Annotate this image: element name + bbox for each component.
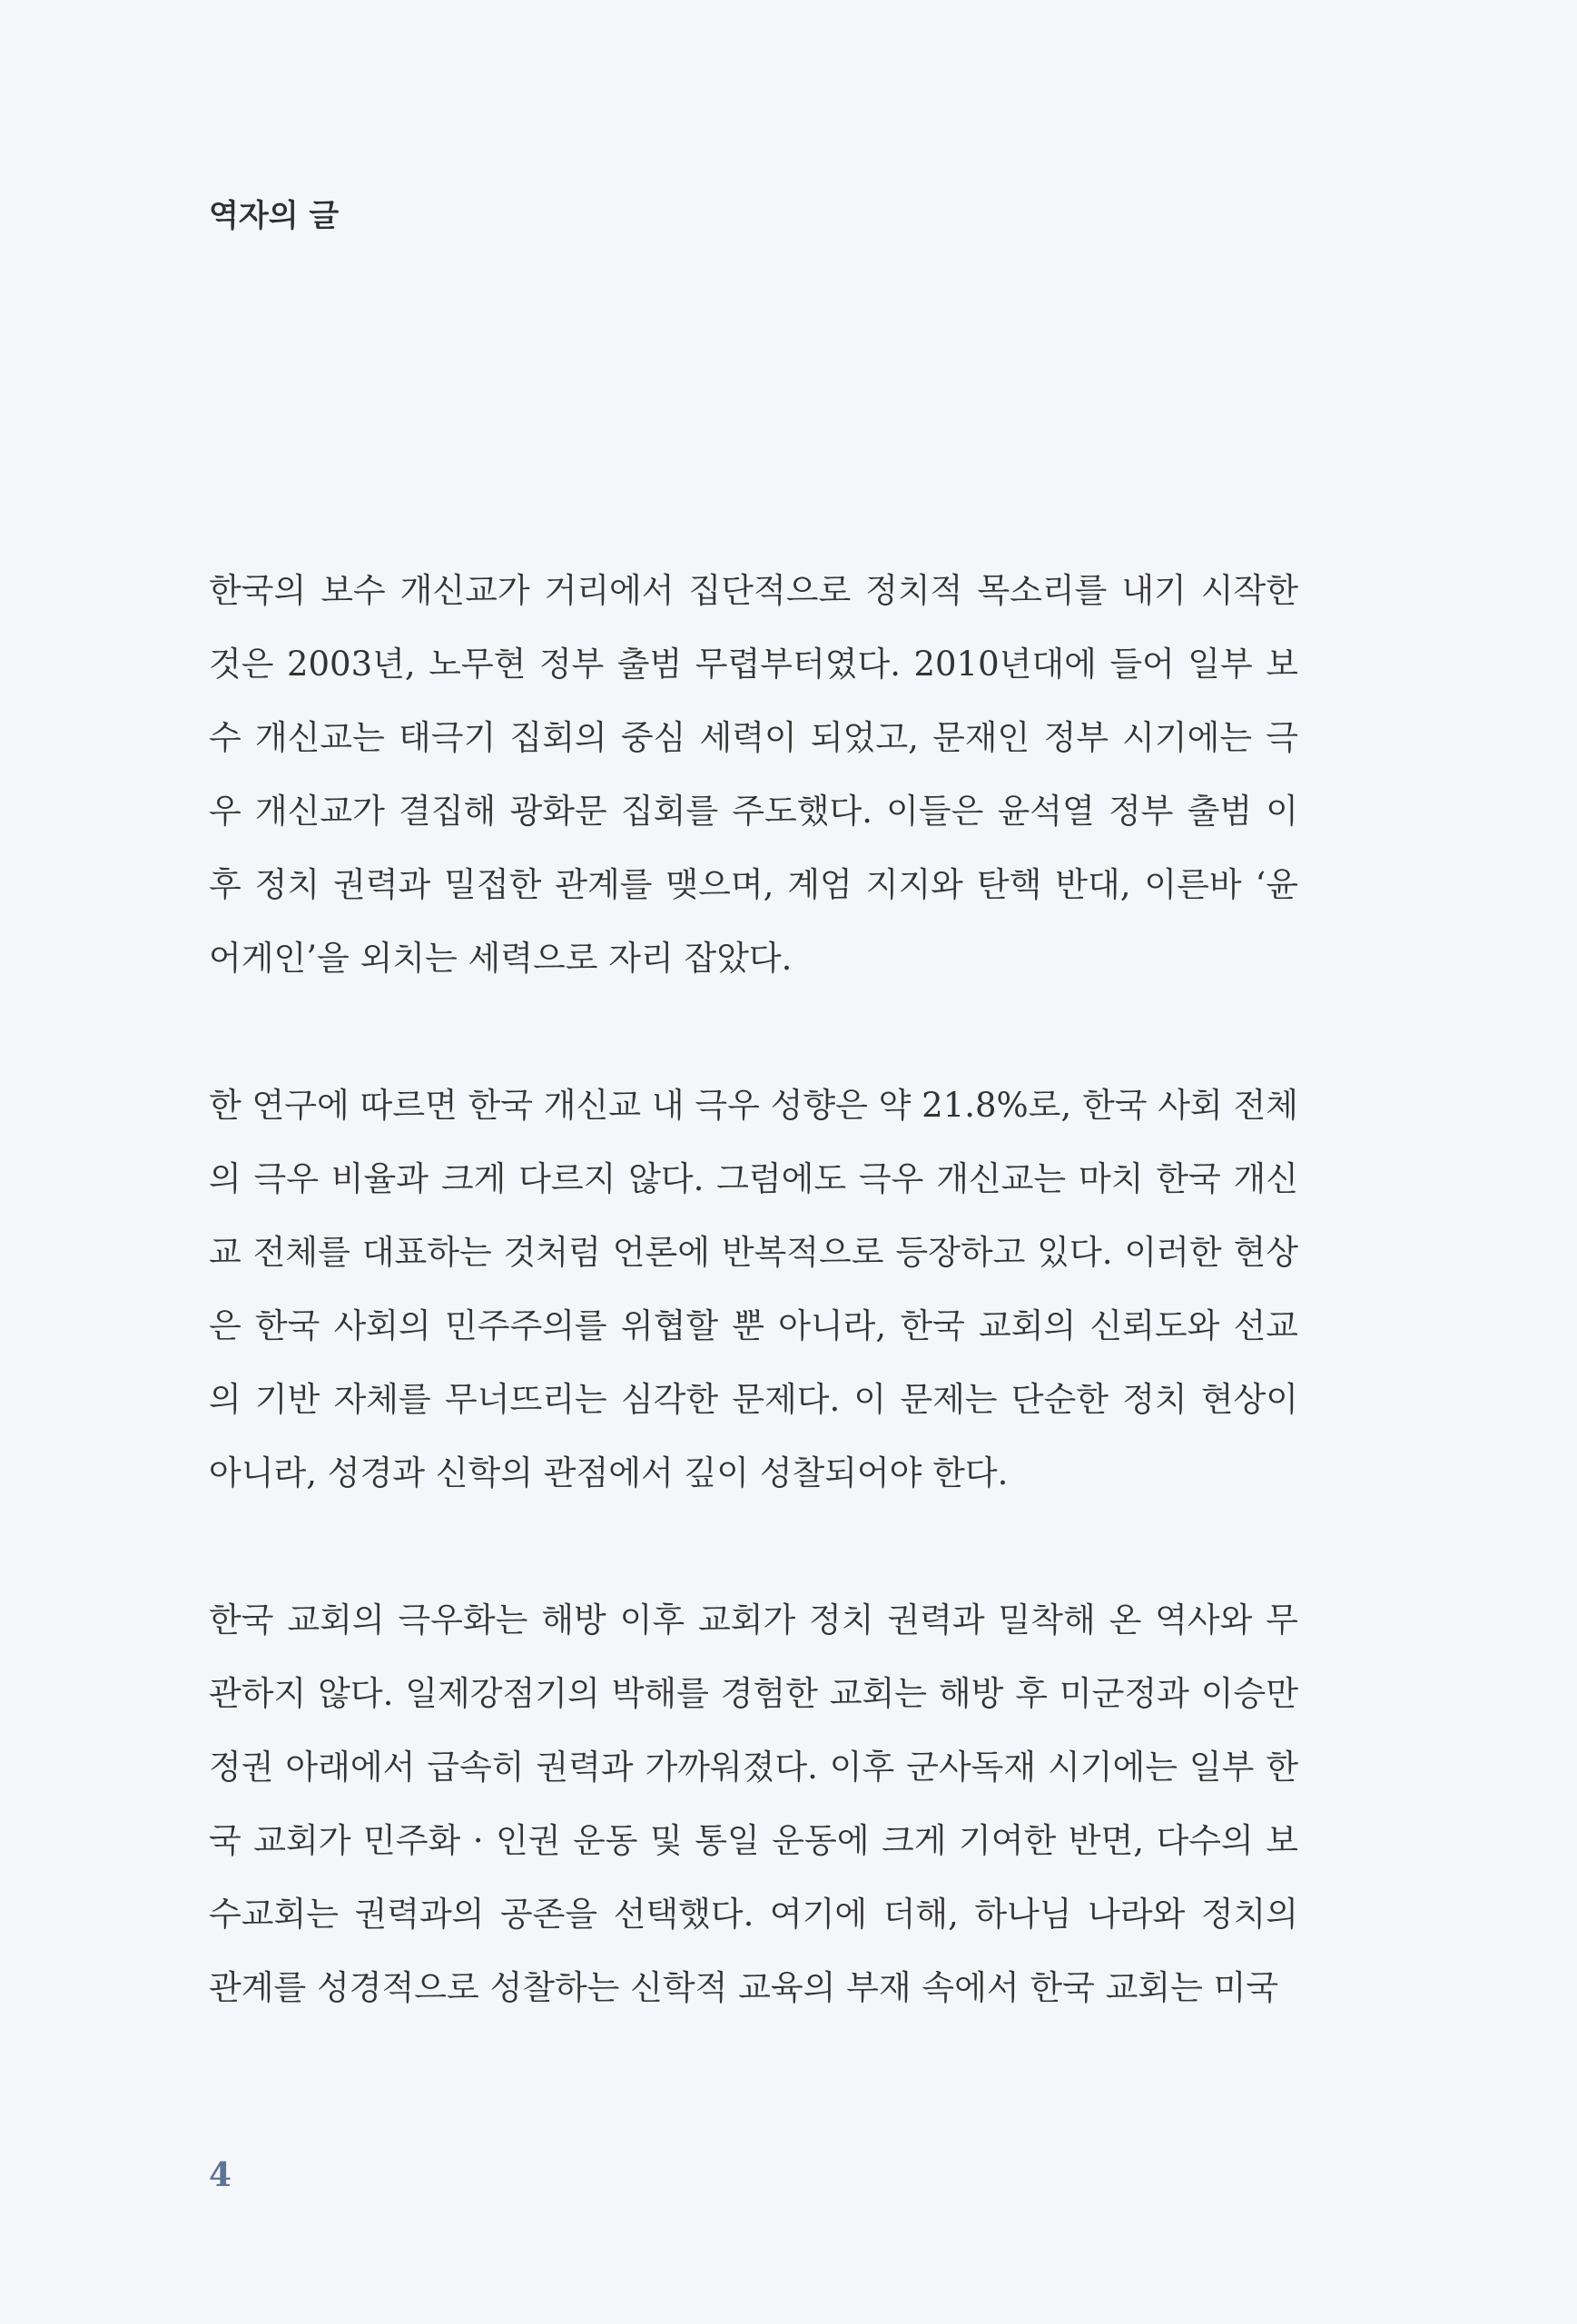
- paragraph-2: 한 연구에 따르면 한국 개신교 내 극우 성향은 약 21.8%로, 한국 사회 전체의 극우 비율과 크게 다르지 않다. 그럼에도 극우 개신교는 마치 한국 개신교 전체를 대표하는 것처럼 언론에 반복적으로 등장하고 있다. 이러한 현상은 한국 사회의 민주주의를 위협할 뿐 아니라, 한국 교회의 신뢰도와 선교의 기반 자체를 무너뜨리는 심각한 문제다. 이 문제는 단순한 정치 현상이 아니라, 성경과 신학의 관점에서 깊이 성찰되어야 한다.: [209, 1086, 1298, 1492]
- page-number: 4: [209, 2156, 232, 2194]
- paragraph-3: 한국 교회의 극우화는 해방 이후 교회가 정치 권력과 밀착해 온 역사와 무관하지 않다. 일제강점기의 박해를 경험한 교회는 해방 후 미군정과 이승만 정권 아래에서 급속히 권력과 가까워졌다. 이후 군사독재 시기에는 일부 한국 교회가 민주화 · 인권 운동 및 통일 운동에 크게 기여한 반면, 다수의 보수교회는 권력과의 공존을 선택했다. 여기에 더해, 하나님 나라와 정치의 관계를 성경적으로 성찰하는 신학적 교육의 부재 속에서 한국 교회는 미국: [209, 1600, 1298, 2007]
- section-title: 역자의 글: [209, 198, 340, 234]
- paragraph-1: 한국의 보수 개신교가 거리에서 집단적으로 정치적 목소리를 내기 시작한 것은 2003년, 노무현 정부 출범 무렵부터였다. 2010년대에 들어 일부 보수 개신교는 태극기 집회의 중심 세력이 되었고, 문재인 정부 시기에는 극우 개신교가 결집해 광화문 집회를 주도했다. 이들은 윤석열 정부 출범 이후 정치 권력과 밀접한 관계를 맺으며, 계엄 지지와 탄핵 반대, 이른바 ‘윤 어게인’을 외치는 세력으로 자리 잡았다.: [209, 571, 1298, 978]
- body-text: [209, 554, 1298, 2024]
